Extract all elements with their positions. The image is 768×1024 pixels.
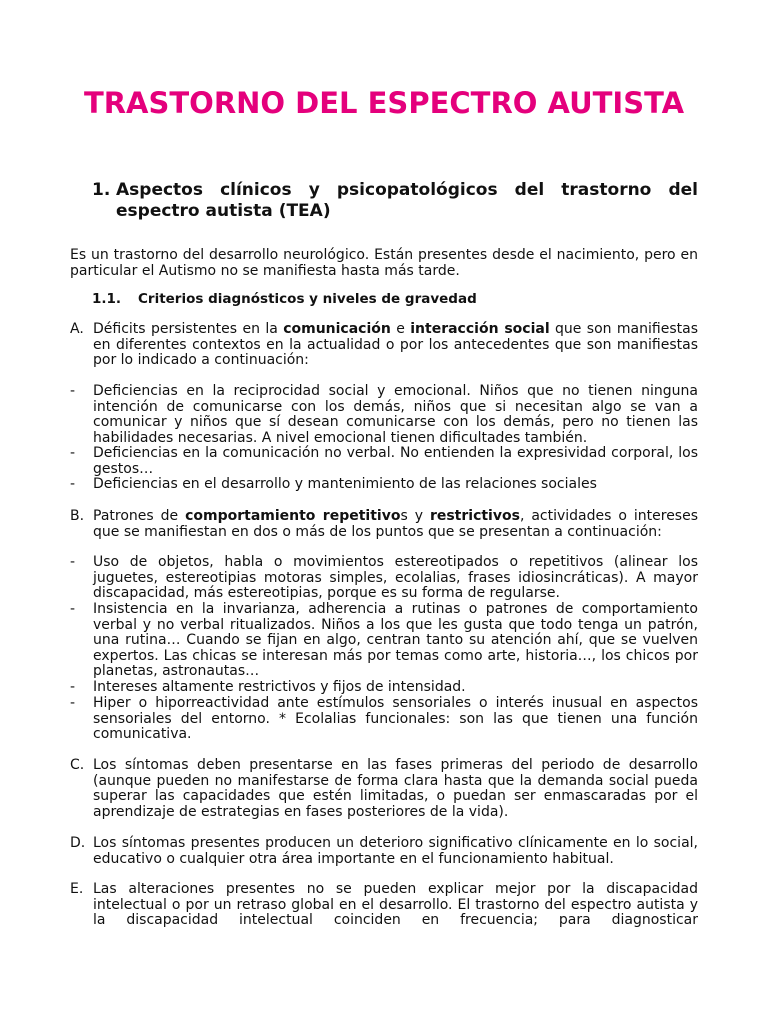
criterion-d xyxy=(70,836,698,867)
bullet-text: Insistencia en la invarianza, adherencia a rutinas o patrones de comportamiento verbal y no verbal ritualizados. Niños a los que les gusta que todo tenga un patrón, una rutina… Cuando se fijan en algo, centran tanto su atención ahí, que se vuelven expertos. Las chicas se interesan más por temas como arte, historia…, los chicos por planetas, astronautas… xyxy=(93,601,698,680)
bullet-marker: - xyxy=(70,383,76,399)
subsection-title: Criterios diagnósticos y niveles de gravedad xyxy=(138,291,477,307)
bullet-marker: - xyxy=(70,679,76,695)
criterion-text: Déficits persistentes en la comunicación e interacción social que son manifiestas en diferentes contextos en la actualidad o por los antecedentes que son manifiestas por lo indicado a continuación: xyxy=(93,321,698,369)
bullet-text: Deficiencias en la comunicación no verbal. No entienden la expresividad corporal, los gestos… xyxy=(93,445,698,477)
subsection-number: 1.1. xyxy=(92,291,122,307)
bullet-text: Deficiencias en la reciprocidad social y emocional. Niños que no tienen ninguna intención de comunicarse con los demás, niños que si necesitan algo se van a comunicar y niños que sí desean comunicarse con los demás, pero no tienen las habilidades necesarias. A nivel emocional tienen dificultades también. xyxy=(93,383,698,446)
bullet-item xyxy=(70,384,698,446)
section-number: 1. xyxy=(92,180,111,200)
emphasis: comunicación xyxy=(283,321,391,337)
bullet-text: Deficiencias en el desarrollo y mantenimiento de las relaciones sociales xyxy=(93,476,597,492)
document-title: TRASTORNO DEL ESPECTRO AUTISTA xyxy=(83,86,685,120)
criterion-e xyxy=(70,882,698,929)
criterion-text: Los síntomas presentes producen un deterioro significativo clínicamente en lo social, educativo o cualquier otra área importante en el funcionamiento habitual. xyxy=(93,835,698,867)
subsection-heading xyxy=(92,291,477,307)
bullet-marker: - xyxy=(70,554,76,570)
criterion-marker: A. xyxy=(70,321,84,337)
bullet-marker: - xyxy=(70,445,76,461)
emphasis: interacción social xyxy=(410,321,550,337)
bullet-text: Intereses altamente restrictivos y fijos de intensidad. xyxy=(93,679,466,695)
bullet-text: Hiper o hiporreactividad ante estímulos sensoriales o interés inusual en aspectos sensoriales del entorno. * Ecolalias funcionales: son las que tienen una función comunicativa. xyxy=(93,695,698,743)
bullet-item xyxy=(70,477,698,493)
section-title: Aspectos clínicos y psicopatológicos del trastorno del espectro autista (TEA) xyxy=(116,180,698,221)
criterion-text: Los síntomas deben presentarse en las fases primeras del periodo de desarrollo (aunque pueden no manifestarse de forma clara hasta que la demanda social pueda superar las capacidades que estén limitadas, o puedan ser enmascaradas por el aprendizaje de estrategias en fases posteriores de la vida). xyxy=(93,757,698,820)
bullet-item xyxy=(70,446,698,477)
criterion-marker: C. xyxy=(70,757,85,773)
emphasis: comportamiento repetitivo xyxy=(185,508,401,524)
bullet-marker: - xyxy=(70,476,76,492)
bullet-item xyxy=(70,680,698,696)
emphasis: restrictivos xyxy=(429,508,520,524)
criterion-marker: D. xyxy=(70,835,86,851)
criterion-b xyxy=(70,509,698,540)
bullet-marker: - xyxy=(70,601,76,617)
bullet-item xyxy=(70,555,698,602)
criterion-text: Las alteraciones presentes no se pueden explicar mejor por la discapacidad intelectual o por un retraso global en el desarrollo. El trastorno del espectro autista y la discapacidad intelectual coinciden en frecuencia; para diagnosticar xyxy=(93,881,698,929)
bullet-item xyxy=(70,696,698,743)
criterion-c xyxy=(70,758,698,820)
bullet-item xyxy=(70,602,698,680)
criterion-marker: E. xyxy=(70,881,84,897)
bullet-marker: - xyxy=(70,695,76,711)
criterion-a xyxy=(70,322,698,369)
criterion-text: Patrones de comportamiento repetitivos y restrictivos, actividades o intereses que se manifiestan en dos o más de los puntos que se presentan a continuación: xyxy=(93,508,699,540)
bullet-text: Uso de objetos, habla o movimientos estereotipados o repetitivos (alinear los juguetes, estereotipias motoras simples, ecolalias, frases idiosincráticas). A mayor discapacidad, más estereotipias, porque es su forma de regularse. xyxy=(93,554,698,602)
criterion-marker: B. xyxy=(70,508,85,524)
intro-paragraph: Es un trastorno del desarrollo neurológico. Están presentes desde el nacimiento, pero en particular el Autismo no se manifiesta hasta más tarde. xyxy=(70,247,698,279)
section-heading xyxy=(92,180,698,222)
